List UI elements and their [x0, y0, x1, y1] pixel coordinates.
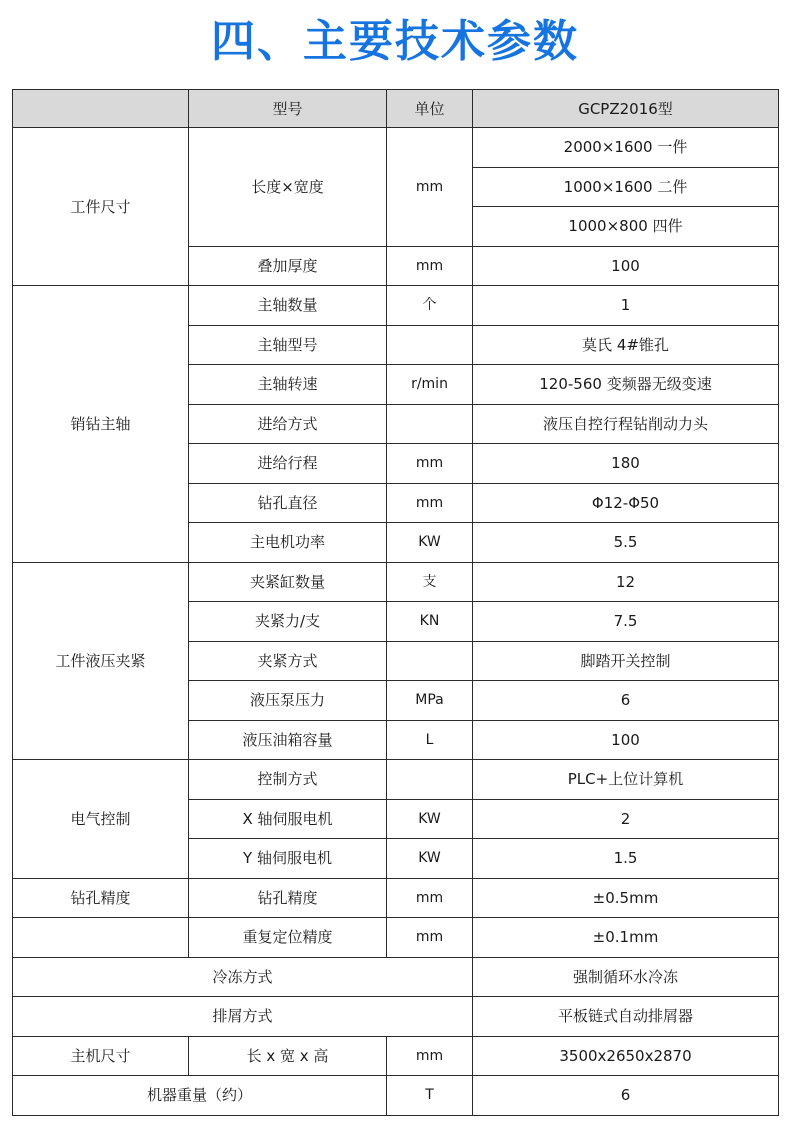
- value-cell: ±0.1mm: [473, 918, 779, 958]
- param-weight: 机器重量（约）: [13, 1076, 387, 1116]
- header-spec: GCPZ2016型: [473, 90, 779, 128]
- group-spindle: 销钻主轴: [13, 286, 189, 563]
- header-model: 型号: [189, 90, 387, 128]
- value-cell: 1000×800 四件: [473, 207, 779, 247]
- param-tank-capacity: 液压油箱容量: [189, 720, 387, 760]
- param-cooling: 冷冻方式: [13, 957, 473, 997]
- param-y-servo: Y 轴伺服电机: [189, 839, 387, 879]
- unit-cell: KW: [387, 523, 473, 563]
- unit-cell: mm: [387, 1036, 473, 1076]
- param-stack-thickness: 叠加厚度: [189, 246, 387, 286]
- group-accuracy: 钻孔精度: [13, 878, 189, 918]
- param-spindle-count: 主轴数量: [189, 286, 387, 326]
- param-repeat-accuracy: 重复定位精度: [189, 918, 387, 958]
- param-feed-method: 进给方式: [189, 404, 387, 444]
- value-cell: 100: [473, 720, 779, 760]
- unit-cell: T: [387, 1076, 473, 1116]
- table-row: [13, 128, 779, 168]
- value-cell: 12: [473, 562, 779, 602]
- param-drill-dia: 钻孔直径: [189, 483, 387, 523]
- table-row: [13, 1036, 779, 1076]
- unit-cell: KW: [387, 839, 473, 879]
- unit-cell: L: [387, 720, 473, 760]
- param-feed-travel: 进给行程: [189, 444, 387, 484]
- unit-cell: r/min: [387, 365, 473, 405]
- unit-cell: [387, 641, 473, 681]
- value-cell: 2: [473, 799, 779, 839]
- param-clamp-method: 夹紧方式: [189, 641, 387, 681]
- table-row: [13, 997, 779, 1037]
- group-electrical: 电气控制: [13, 760, 189, 879]
- value-cell: Φ12-Φ50: [473, 483, 779, 523]
- value-cell: 莫氏 4#锥孔: [473, 325, 779, 365]
- value-cell: 1000×1600 二件: [473, 167, 779, 207]
- table-header-row: [13, 90, 779, 128]
- value-cell: 1.5: [473, 839, 779, 879]
- value-cell: 6: [473, 681, 779, 721]
- group-host-size: 主机尺寸: [13, 1036, 189, 1076]
- unit-cell: mm: [387, 444, 473, 484]
- param-chip: 排屑方式: [13, 997, 473, 1037]
- value-cell: 2000×1600 一件: [473, 128, 779, 168]
- unit-cell: mm: [387, 246, 473, 286]
- header-unit: 单位: [387, 90, 473, 128]
- value-cell: 1: [473, 286, 779, 326]
- value-cell: ±0.5mm: [473, 878, 779, 918]
- group-workpiece-size: 工件尺寸: [13, 128, 189, 286]
- unit-cell: [387, 325, 473, 365]
- unit-cell: 支: [387, 562, 473, 602]
- value-cell: PLC+上位计算机: [473, 760, 779, 800]
- table-row: [13, 286, 779, 326]
- param-clamp-count: 夹紧缸数量: [189, 562, 387, 602]
- table-row: [13, 957, 779, 997]
- param-len-width: 长度×宽度: [189, 128, 387, 247]
- param-control-method: 控制方式: [189, 760, 387, 800]
- param-drill-accuracy: 钻孔精度: [189, 878, 387, 918]
- table-row: [13, 1076, 779, 1116]
- param-pump-pressure: 液压泵压力: [189, 681, 387, 721]
- value-cell: 强制循环水冷冻: [473, 957, 779, 997]
- unit-cell: mm: [387, 918, 473, 958]
- value-cell: 3500x2650x2870: [473, 1036, 779, 1076]
- value-cell: 5.5: [473, 523, 779, 563]
- page-title: 四、主要技术参数: [211, 16, 579, 67]
- table-row: [13, 760, 779, 800]
- param-x-servo: X 轴伺服电机: [189, 799, 387, 839]
- value-cell: 平板链式自动排屑器: [473, 997, 779, 1037]
- group-clamp: 工件液压夹紧: [13, 562, 189, 760]
- group-blank: [13, 918, 189, 958]
- table-row: [13, 562, 779, 602]
- param-spindle-speed: 主轴转速: [189, 365, 387, 405]
- unit-cell: 个: [387, 286, 473, 326]
- param-clamp-force: 夹紧力/支: [189, 602, 387, 642]
- param-spindle-type: 主轴型号: [189, 325, 387, 365]
- table-row: [13, 918, 779, 958]
- unit-cell: KN: [387, 602, 473, 642]
- value-cell: 120-560 变频器无级变速: [473, 365, 779, 405]
- value-cell: 液压自控行程钻削动力头: [473, 404, 779, 444]
- unit-cell: mm: [387, 878, 473, 918]
- spec-table: [12, 89, 779, 1116]
- unit-cell: MPa: [387, 681, 473, 721]
- unit-cell: mm: [387, 483, 473, 523]
- unit-cell: KW: [387, 799, 473, 839]
- table-row: [13, 878, 779, 918]
- unit-cell: [387, 760, 473, 800]
- value-cell: 7.5: [473, 602, 779, 642]
- value-cell: 180: [473, 444, 779, 484]
- param-main-motor: 主电机功率: [189, 523, 387, 563]
- unit-cell: mm: [387, 128, 473, 247]
- value-cell: 100: [473, 246, 779, 286]
- header-blank: [13, 90, 189, 128]
- param-host-dims: 长 x 宽 x 高: [189, 1036, 387, 1076]
- unit-cell: [387, 404, 473, 444]
- value-cell: 脚踏开关控制: [473, 641, 779, 681]
- value-cell: 6: [473, 1076, 779, 1116]
